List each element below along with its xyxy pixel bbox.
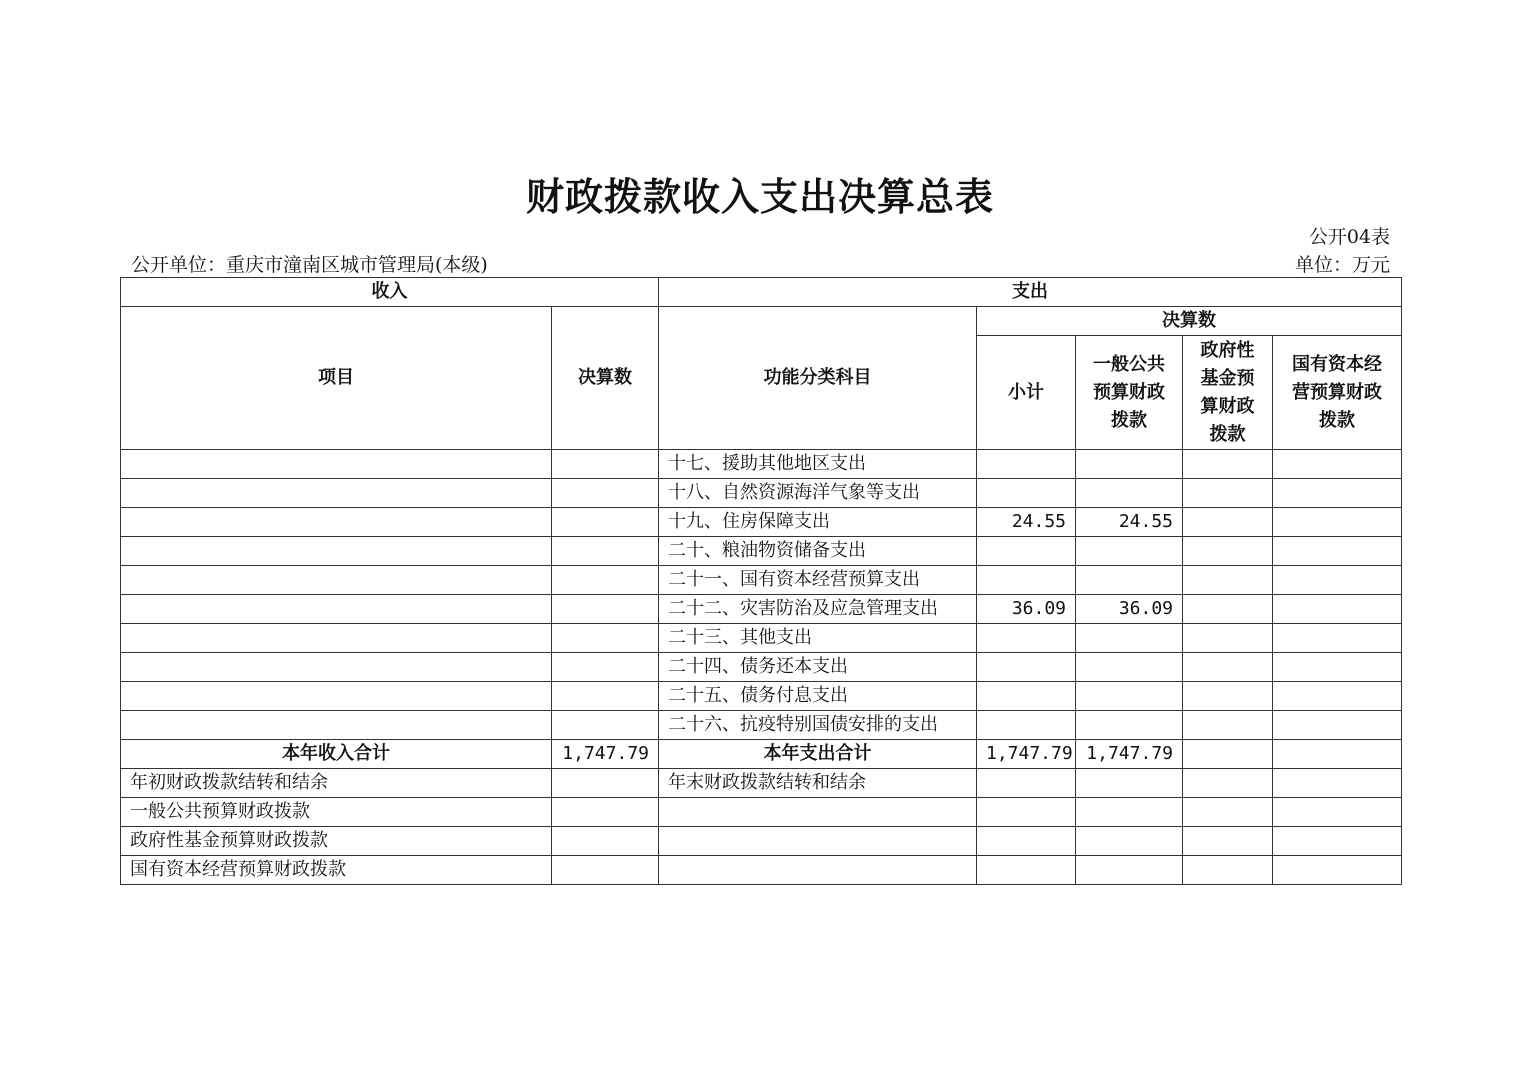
table-row: [121, 566, 1402, 595]
state-capital-cell: [1273, 653, 1402, 682]
document-title: 财政拨款收入支出决算总表: [525, 175, 994, 219]
subtotal-header: 小计: [977, 336, 1076, 450]
gov-fund-cell: [1183, 508, 1273, 537]
expense-header: 支出: [659, 278, 1402, 307]
function-category-cell: [659, 798, 977, 827]
state-capital-cell: [1273, 827, 1402, 856]
header-row-1: [121, 278, 1402, 307]
income-amount-cell: [552, 537, 659, 566]
function-category-cell: 十八、自然资源海洋气象等支出: [659, 479, 977, 508]
gov-fund-cell: [1183, 682, 1273, 711]
income-amount-cell: [552, 711, 659, 740]
income-item-cell: [121, 624, 552, 653]
income-amount-cell: [552, 827, 659, 856]
state-capital-cell: [1273, 798, 1402, 827]
function-category-cell: 十七、援助其他地区支出: [659, 450, 977, 479]
gov-fund-cell: [1183, 769, 1273, 798]
income-item-cell: [121, 711, 552, 740]
income-amount-cell: [552, 624, 659, 653]
general-budget-cell: [1076, 566, 1183, 595]
income-item-cell: [121, 566, 552, 595]
general-budget-cell: 24.55: [1076, 508, 1183, 537]
subtotal-cell: [977, 856, 1076, 885]
table-row: [121, 479, 1402, 508]
general-budget-cell: [1076, 856, 1183, 885]
income-amount-header: 决算数: [552, 307, 659, 450]
general-budget-cell: [1076, 450, 1183, 479]
gov-fund-cell: [1183, 798, 1273, 827]
expense-total-subtotal: 1,747.79: [977, 740, 1076, 769]
reporting-unit: 公开单位：重庆市潼南区城市管理局(本级): [131, 254, 488, 276]
table-row: [121, 856, 1402, 885]
function-category-cell: 二十二、灾害防治及应急管理支出: [659, 595, 977, 624]
income-header: 收入: [121, 278, 659, 307]
income-item-cell: 年初财政拨款结转和结余: [121, 769, 552, 798]
currency-unit: 单位：万元: [1294, 254, 1390, 276]
state-capital-cell: [1273, 856, 1402, 885]
expense-total-general: 1,747.79: [1076, 740, 1183, 769]
gov-fund-header: 政府性基金预算财政拨款: [1183, 336, 1273, 450]
income-item-cell: [121, 537, 552, 566]
income-item-cell: [121, 595, 552, 624]
state-capital-cell: [1273, 711, 1402, 740]
table-row: [121, 595, 1402, 624]
function-category-cell: 二十四、债务还本支出: [659, 653, 977, 682]
general-budget-cell: [1076, 653, 1183, 682]
income-amount-cell: [552, 450, 659, 479]
income-item-cell: [121, 479, 552, 508]
function-category-cell: 二十三、其他支出: [659, 624, 977, 653]
table-row: [121, 711, 1402, 740]
state-capital-cell: [1273, 508, 1402, 537]
general-budget-cell: [1076, 479, 1183, 508]
income-item-cell: [121, 653, 552, 682]
income-item-cell: [121, 450, 552, 479]
state-capital-cell: [1273, 769, 1402, 798]
subtotal-cell: 24.55: [977, 508, 1076, 537]
income-total-label: 本年收入合计: [121, 740, 552, 769]
income-item-cell: [121, 508, 552, 537]
income-item-cell: 政府性基金预算财政拨款: [121, 827, 552, 856]
state-capital-cell: [1273, 479, 1402, 508]
general-budget-cell: [1076, 537, 1183, 566]
general-budget-cell: [1076, 682, 1183, 711]
gov-fund-cell: [1183, 711, 1273, 740]
gov-fund-cell: [1183, 537, 1273, 566]
function-category-cell: 二十一、国有资本经营预算支出: [659, 566, 977, 595]
function-category-cell: [659, 856, 977, 885]
income-item-cell: 国有资本经营预算财政拨款: [121, 856, 552, 885]
subtotal-cell: [977, 566, 1076, 595]
table-row: [121, 682, 1402, 711]
budget-summary-table: [120, 277, 1402, 885]
subtotal-cell: [977, 798, 1076, 827]
table-row: [121, 798, 1402, 827]
gov-fund-cell: [1183, 595, 1273, 624]
subtotal-cell: [977, 450, 1076, 479]
table-row: [121, 624, 1402, 653]
income-item-cell: 一般公共预算财政拨款: [121, 798, 552, 827]
expense-total-capital: [1273, 740, 1402, 769]
general-budget-header: 一般公共预算财政拨款: [1076, 336, 1183, 450]
state-capital-cell: [1273, 595, 1402, 624]
function-category-cell: 二十六、抗疫特别国债安排的支出: [659, 711, 977, 740]
general-budget-cell: [1076, 827, 1183, 856]
income-amount-cell: [552, 479, 659, 508]
subtotal-cell: [977, 537, 1076, 566]
state-capital-cell: [1273, 624, 1402, 653]
subtotal-cell: 36.09: [977, 595, 1076, 624]
general-budget-cell: [1076, 769, 1183, 798]
table-row: [121, 508, 1402, 537]
gov-fund-cell: [1183, 479, 1273, 508]
gov-fund-cell: [1183, 856, 1273, 885]
state-capital-cell: [1273, 537, 1402, 566]
income-total-amount: 1,747.79: [552, 740, 659, 769]
gov-fund-cell: [1183, 653, 1273, 682]
income-amount-cell: [552, 566, 659, 595]
income-amount-cell: [552, 769, 659, 798]
table-row: [121, 537, 1402, 566]
table-row: [121, 450, 1402, 479]
expense-total-label: 本年支出合计: [659, 740, 977, 769]
subtotal-cell: [977, 827, 1076, 856]
header-row-2: [121, 307, 1402, 336]
state-capital-header: 国有资本经营预算财政拨款: [1273, 336, 1402, 450]
general-budget-cell: [1076, 711, 1183, 740]
gov-fund-cell: [1183, 450, 1273, 479]
income-amount-cell: [552, 682, 659, 711]
function-category-header: 功能分类科目: [659, 307, 977, 450]
gov-fund-cell: [1183, 827, 1273, 856]
gov-fund-cell: [1183, 566, 1273, 595]
general-budget-cell: [1076, 624, 1183, 653]
state-capital-cell: [1273, 450, 1402, 479]
subtotal-cell: [977, 624, 1076, 653]
function-category-cell: 二十五、债务付息支出: [659, 682, 977, 711]
income-amount-cell: [552, 856, 659, 885]
table-row: [121, 653, 1402, 682]
function-category-cell: 年末财政拨款结转和结余: [659, 769, 977, 798]
subtotal-cell: [977, 711, 1076, 740]
function-category-cell: 十九、住房保障支出: [659, 508, 977, 537]
gov-fund-cell: [1183, 624, 1273, 653]
general-budget-cell: 36.09: [1076, 595, 1183, 624]
state-capital-cell: [1273, 566, 1402, 595]
income-amount-cell: [552, 595, 659, 624]
table-row: [121, 827, 1402, 856]
subtotal-cell: [977, 653, 1076, 682]
subtotal-cell: [977, 769, 1076, 798]
expense-amount-header: 决算数: [977, 307, 1402, 336]
function-category-cell: 二十、粮油物资储备支出: [659, 537, 977, 566]
table-row: [121, 769, 1402, 798]
totals-row: [121, 740, 1402, 769]
general-budget-cell: [1076, 798, 1183, 827]
function-category-cell: [659, 827, 977, 856]
subtotal-cell: [977, 479, 1076, 508]
item-header: 项目: [121, 307, 552, 450]
form-code: 公开04表: [1308, 226, 1390, 248]
income-amount-cell: [552, 508, 659, 537]
expense-total-fund: [1183, 740, 1273, 769]
income-item-cell: [121, 682, 552, 711]
income-amount-cell: [552, 798, 659, 827]
subtotal-cell: [977, 682, 1076, 711]
state-capital-cell: [1273, 682, 1402, 711]
income-amount-cell: [552, 653, 659, 682]
